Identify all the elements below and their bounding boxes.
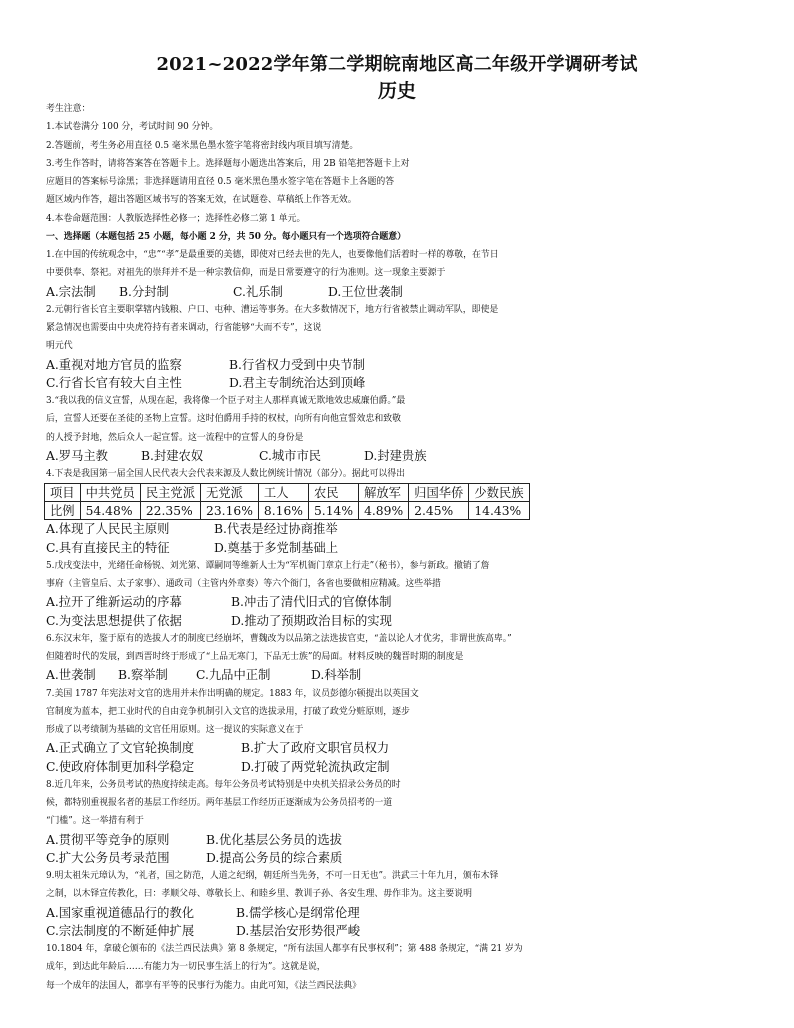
option-c: C.行省长官有较大自主性 <box>46 375 182 390</box>
table-row <box>45 502 530 520</box>
question-7-stem: 官制度为蓝本，把工业时代的自由竞争机制引入文官的选拔录用，打破了政党分赃原则，逐步 <box>46 706 410 717</box>
question-5-stem: 事府（主管皇后、太子家事）、通政司（主管内外章奏）等六个衙门，各省也要做相应精减。这些举措 <box>46 579 441 589</box>
option-b: B.扩大了政府文职官员权力 <box>241 741 390 756</box>
table-cell: 工人 <box>258 484 308 502</box>
question-3-options <box>46 447 766 465</box>
question-2-options <box>46 374 766 392</box>
option-b: B.行省权力受到中央节制 <box>229 357 365 372</box>
option-b: B.优化基层公务员的选拔 <box>206 832 342 847</box>
option-b: B.代表是经过协商推举 <box>214 522 338 537</box>
question-5-stem: 5.戊戌变法中，光绪任命杨锐、刘光第、谭嗣同等维新人士为“军机衙门章京上行走”（秘书），参与新政。撤销了詹 <box>46 560 490 571</box>
table-cell: 54.48% <box>80 502 140 520</box>
question-8-stem: 候，都特别重视报名者的基层工作经历。两年基层工作经历正逐渐成为公务员招考的一道 <box>46 798 393 808</box>
question-2-options <box>46 356 766 374</box>
option-a: A.重视对地方官员的监察 <box>46 357 182 372</box>
question-10-stem: 10.1804 年，拿破仑颁布的《法兰西民法典》第 8 条规定，“所有法国人都享有民事权利”；第 488 条规定，“满 21 岁为 <box>46 944 523 954</box>
option-b: B.封建农奴 <box>141 448 204 463</box>
question-7-options <box>46 739 766 757</box>
option-b: B.察举制 <box>118 668 168 683</box>
table-cell: 归国华侨 <box>409 484 469 502</box>
option-d: D.王位世袭制 <box>328 284 403 299</box>
table-cell: 5.14% <box>308 502 358 520</box>
option-a: A.罗马主教 <box>46 448 108 463</box>
table-cell: 8.16% <box>258 502 308 520</box>
question-10-stem: 每一个成年的法国人，都享有平等的民事行为能力。由此可知，《法兰西民法典》 <box>46 980 362 991</box>
table-cell: 22.35% <box>140 502 200 520</box>
question-10-stem: 成年，到达此年龄后……有能力为一切民事生活上的行为”。这就是说， <box>46 962 326 973</box>
option-a: A.国家重视道德品行的教化 <box>46 905 195 920</box>
option-c: C.具有直接民主的特征 <box>46 540 170 555</box>
option-a: A.宗法制 <box>46 284 96 299</box>
option-c: C.使政府体制更加科学稳定 <box>46 759 195 774</box>
option-d: D.推动了预期政治目标的实现 <box>231 613 392 628</box>
table-cell: 2.45% <box>409 502 469 520</box>
table-cell: 解放军 <box>359 484 409 502</box>
option-d: D.君主专制统治达到顶峰 <box>229 375 366 390</box>
question-8-options <box>46 831 766 849</box>
question-5-options <box>46 612 766 630</box>
option-a: A.正式确立了文官轮换制度 <box>46 741 195 756</box>
option-d: D.提高公务员的综合素质 <box>206 850 343 865</box>
question-6-options <box>46 666 766 684</box>
option-c: C.为变法思想提供了依据 <box>46 613 182 628</box>
table-cell: 比例 <box>45 502 81 520</box>
question-8-stem: 8.近几年来，公务员考试的热度持续走高。每年公务员考试特别是中央机关招录公务员的时 <box>46 779 401 790</box>
table-cell: 14.43% <box>469 502 529 520</box>
question-9-stem: 之制，以木铎宣传教化，曰：孝顺父母、尊敬长上、和睦乡里、教训子孙、各安生理、毋作非为。这主要说明 <box>46 889 472 900</box>
question-3-stem: 后，宣誓人还要在圣徒的圣物上宣誓。这时伯爵用手持的权杖，向所有向他宣誓效忠和致敬 <box>46 414 401 425</box>
question-1-stem: 中要供奉、祭祀。对祖先的崇拜并不是一种宗教信仰，而是日常要遵守的行为准则。这一现象主要源于 <box>46 268 446 279</box>
option-a: A.世袭制 <box>46 668 96 683</box>
question-5-options <box>46 593 766 611</box>
question-4-stem: 4.下表是我国第一届全国人民代表大会代表来源及人数比例统计情况（部分）。据此可以得出 <box>46 469 406 479</box>
option-a: A.拉开了维新运动的序幕 <box>46 595 182 610</box>
option-d: D.科举制 <box>311 668 362 683</box>
option-b: B.冲击了清代旧式的官僚体制 <box>231 595 392 610</box>
option-c: C.宗法制度的不断延伸扩展 <box>46 923 195 938</box>
option-d: D.打破了两党轮流执政定制 <box>241 759 390 774</box>
notice-line: 应题目的答案标号涂黑；非选择题请用直径 0.5 毫米黑色墨水签字笔在答题卡上各题的答 <box>46 177 395 187</box>
option-d: D.奠基于多党制基础上 <box>214 540 339 555</box>
section-heading: 一、选择题（本题包括 25 小题，每小题 2 分，共 50 分。每小题只有一个选项符合题意） <box>46 231 407 242</box>
table-cell: 项目 <box>45 484 81 502</box>
question-9-stem: 9.明太祖朱元璋认为，“礼者，国之防范，人道之纪纲，朝廷所当先务，不可一日无也”。洪武三十年九月，颁布木铎 <box>46 871 499 881</box>
question-3-stem: 3.“我以我的信义宣誓，从现在起，我将像一个臣子对主人那样真诚无欺地效忠威廉伯爵。”最 <box>46 396 406 406</box>
table-cell: 中共党员 <box>80 484 140 502</box>
notice-heading: 考生注意： <box>46 104 91 114</box>
question-4-options <box>46 539 766 557</box>
question-1-stem: 1.在中国的传统观念中，“忠”“孝”是最重要的美德，即使对已经去世的先人，也要像他们活着时一样的尊敬，在节日 <box>46 250 499 260</box>
notice-line: 4.本卷命题范围：人教版选择性必修一；选择性必修二第 1 单元。 <box>46 213 306 224</box>
notice-line: 3.考生作答时，请将答案答在答题卡上。选择题每小题选出答案后，用 2B 铅笔把答题卡上对 <box>46 158 410 169</box>
table-cell: 少数民族 <box>469 484 529 502</box>
question-7-stem: 形成了以考绩制为基础的文官任用原则。这一提议的实际意义在于 <box>46 725 304 735</box>
question-3-stem: 的人授予封地，然后众人一起宣誓。这一流程中的宣誓人的身份是 <box>46 432 304 443</box>
option-c: C.九品中正制 <box>196 668 271 683</box>
question-6-stem: 但随着时代的发展，到西晋时终于形成了“上品无寒门，下品无士族”的局面。材料反映的魏晋时期的制度是 <box>46 652 464 662</box>
question-2-stem: 明元代 <box>46 341 73 352</box>
option-b: B.儒学核心是纲常伦理 <box>236 905 360 920</box>
question-9-options <box>46 904 766 922</box>
notice-line: 2.答题前，考生务必用直径 0.5 毫米黑色墨水签字笔将密封线内项目填写清楚。 <box>46 140 359 151</box>
question-6-stem: 6.东汉末年，鉴于原有的选拔人才的制度已经崩坏，曹魏改为以品第之法选拔官吏，“盖以论人才优劣，非谓世族高卑。” <box>46 633 512 644</box>
question-8-options <box>46 849 766 867</box>
notice-line: 1.本试卷满分 100 分，考试时间 90 分钟。 <box>46 122 219 133</box>
table-cell: 无党派 <box>201 484 259 502</box>
option-c: C.礼乐制 <box>233 284 283 299</box>
question-9-options <box>46 922 766 940</box>
table-header-row <box>45 484 530 502</box>
option-a: A.贯彻平等竞争的原则 <box>46 832 170 847</box>
exam-body <box>46 100 766 995</box>
table-cell: 23.16% <box>201 502 259 520</box>
delegate-stats-table <box>44 483 530 520</box>
question-7-options <box>46 758 766 776</box>
exam-subject: 历史 <box>377 80 416 102</box>
option-c: C.扩大公务员考录范围 <box>46 850 170 865</box>
option-d: D.基层治安形势很严峻 <box>236 923 361 938</box>
option-a: A.体现了人民民主原则 <box>46 522 170 537</box>
table-cell: 民主党派 <box>140 484 200 502</box>
question-7-stem: 7.美国 1787 年宪法对文官的选用并未作出明确的规定。1883 年，议员彭德尔顿提出以英国文 <box>46 688 419 699</box>
table-cell: 农民 <box>308 484 358 502</box>
option-d: D.封建贵族 <box>364 448 427 463</box>
question-1-options <box>46 283 766 301</box>
exam-title: 2021~2022学年第二学期皖南地区高二年级开学调研考试 <box>156 54 638 75</box>
option-c: C.城市市民 <box>259 448 322 463</box>
question-8-stem: “门槛”。这一举措有利于 <box>46 816 144 827</box>
option-b: B.分封制 <box>119 284 169 299</box>
question-4-options <box>46 520 766 538</box>
table-cell: 4.89% <box>359 502 409 520</box>
question-2-stem: 2.元朝行省长官主要职掌辖内钱粮、户口、屯种、漕运等事务。在大多数情况下，地方行省被禁止调动军队，即使是 <box>46 304 499 315</box>
notice-line: 题区域内作答，超出答题区域书写的答案无效，在试题卷、草稿纸上作答无效。 <box>46 195 357 206</box>
question-2-stem: 紧急情况也需要由中央虎符持有者来调动，行省能够“大而不专”，这说 <box>46 323 322 333</box>
